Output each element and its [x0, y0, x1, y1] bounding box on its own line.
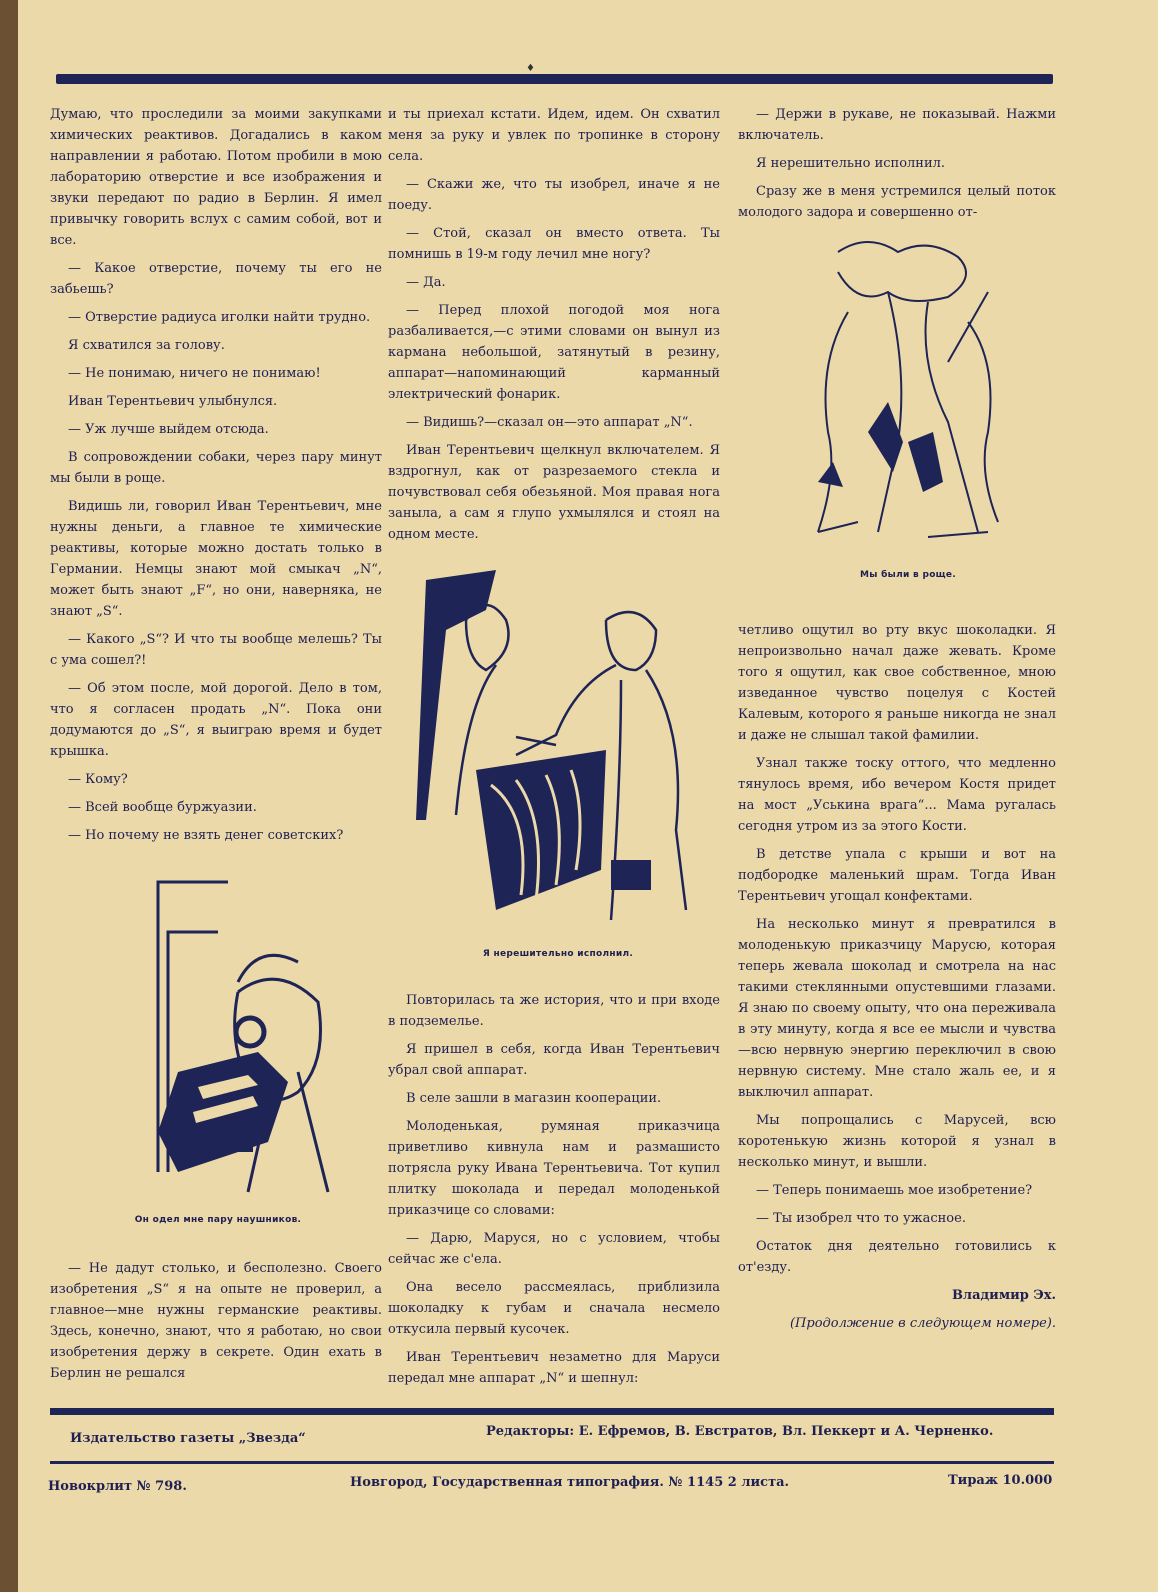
paragraph: — Кому? — [68, 772, 128, 787]
paragraph: На несколько минут я превратился в молоденькую приказчицу Марусю, которая теперь жевала шоколад и смотрела на нас такими стеклянными опустевшими глазами. Я знаю по своему опыту, что она переживала в эту минуту, когда я все ее мысли и чувства—всю нервную энергию переключил в свою нервную систему. Мне стало жаль ее, и я выключил аппарат. — [738, 917, 1056, 1100]
paragraph: — Держи в рукаве, не показывай. Нажми включатель. — [738, 107, 1056, 143]
paragraph: — Дарю, Маруся, но с условием, чтобы сейчас же с'ела. — [388, 1231, 720, 1267]
paragraph: Иван Терентьевич улыбнулся. — [68, 394, 278, 409]
footer-novokrlit: Новокрлит № 798. — [48, 1479, 187, 1494]
paragraph: Я пришел в себя, когда Иван Терентьевич убрал свой аппарат. — [388, 1042, 720, 1078]
paragraph: Видишь ли, говорил Иван Терентьевич, мне нужны деньги, а главное те химические реактивы, которые можно достать только в Германии. Немцы знают мой смыкач „N“, может быть знают „F“, но они, наверняка, не знают „S“. — [50, 499, 382, 619]
bottom-rule-thick — [50, 1408, 1054, 1415]
column-3 — [738, 104, 1056, 230]
paragraph: Я схватился за голову. — [68, 338, 225, 353]
paragraph: — Какое отверстие, почему ты его не забьешь? — [50, 261, 382, 297]
paragraph: Остаток дня деятельно готовились к от'езду. — [738, 1239, 1056, 1275]
pin-mark: ♦ — [526, 63, 535, 74]
illustration-hesitant — [406, 570, 706, 920]
footer-circulation: Тираж 10.000 — [948, 1473, 1053, 1488]
paragraph: — Отверстие радиуса иголки найти трудно. — [68, 310, 371, 325]
newspaper-page — [18, 0, 1158, 1592]
paragraph: — Да. — [406, 275, 446, 290]
author-signature: Владимир Эх. — [951, 1288, 1056, 1303]
footer-printing: Новгород, Государственная типография. № 1145 2 листа. — [350, 1475, 790, 1490]
paragraph: В детстве упала с крыши и вот на подбородке маленький шрам. Тогда Иван Терентьевич угощал конфектами. — [738, 847, 1056, 904]
paragraph: — Какого „S“? И что ты вообще мелешь? Ты с ума сошел?! — [50, 632, 382, 668]
footer-publisher: Издательство газеты „Звезда“ — [70, 1431, 306, 1446]
top-rule — [56, 74, 1053, 84]
illustration-headphones — [88, 872, 348, 1202]
column-3-bottom — [738, 620, 1056, 1341]
paragraph: Мы попрощались с Марусей, всю коротенькую жизнь которой я узнал в несколько минут, и вышли. — [738, 1113, 1056, 1170]
paragraph: Иван Терентьевич щелкнул включателем. Я вздрогнул, как от разрезаемого стекла и почувствовал себя обезьяной. Моя правая нога заныла, а сам я глупо ухмылялся и стоял на одном месте. — [388, 443, 720, 542]
paragraph: В сопровождении собаки, через пару минут мы были в роще. — [50, 450, 382, 486]
paragraph: Я нерешительно исполнил. — [756, 156, 946, 171]
paragraph: — Уж лучше выйдем отсюда. — [68, 422, 269, 437]
column-2 — [388, 104, 720, 552]
paragraph: — Об этом после, мой дорогой. Дело в том, что я согласен продать „N“. Пока они додумаются до „S“, я выиграю время и будет крышка. — [50, 681, 382, 759]
column-2-bottom — [388, 990, 720, 1396]
illustration-grove — [778, 232, 1048, 552]
paragraph: Иван Терентьевич незаметно для Маруси передал мне аппарат „N“ и шепнул: — [388, 1350, 720, 1386]
continued-note: (Продолжение в следующем номере). — [789, 1316, 1056, 1331]
paragraph: и ты приехал кстати. Идем, идем. Он схватил меня за руку и увлек по тропинке в сторону села. — [388, 107, 720, 164]
bottom-rule-thin — [50, 1461, 1054, 1464]
paragraph: — Но почему не взять денег советских? — [68, 828, 344, 843]
column-1-bottom — [50, 1258, 382, 1391]
paragraph: — Ты изобрел что то ужасное. — [756, 1211, 966, 1226]
paragraph: Повторилась та же история, что и при входе в подземелье. — [388, 993, 720, 1029]
paragraph: В селе зашли в магазин кооперации. — [406, 1091, 662, 1106]
paragraph: Сразу же в меня устремился целый поток молодого задора и совершенно от- — [738, 184, 1056, 220]
paragraph: — Стой, сказал он вместо ответа. Ты помнишь в 19-м году лечил мне ногу? — [388, 226, 720, 262]
paragraph: — Перед плохой погодой моя нога разбаливается,—с этими словами он вынул из кармана небольшой, затянутый в резину, аппарат—напоминающий карманный электрический фонарик. — [388, 303, 720, 402]
footer-editors: Редакторы: Е. Ефремов, В. Евстратов, Вл. Пеккерт и А. Черненко. — [486, 1424, 994, 1439]
paragraph: — Скажи же, что ты изобрел, иначе я не поеду. — [388, 177, 720, 213]
paragraph: — Всей вообще буржуазии. — [68, 800, 257, 815]
paragraph: Узнал также тоску оттого, что медленно тянулось время, ибо вечером Костя придет на мост „Уськина врага“... Мама ругалась сегодня утром из за этого Кости. — [738, 756, 1056, 834]
paragraph: Она весело рассмеялась, приблизила шоколадку к губам и сначала несмело откусила первый кусочек. — [388, 1280, 720, 1337]
column-1 — [50, 104, 382, 853]
caption-grove: Мы были в роще. — [859, 570, 957, 580]
paragraph: Думаю, что проследили за моими закупками химических реактивов. Догадались в каком направлении я работаю. Потом пробили в мою лабораторию отверстие и все изображения и звуки передают по радио в Берлин. Я имел привычку говорить вслух с самим собой, вот и все. — [50, 107, 382, 248]
paragraph: — Теперь понимаешь мое изобретение? — [756, 1183, 1033, 1198]
paragraph: — Не дадут столько, и бесполезно. Своего изобретения „S“ я на опыте не проверил, а главное—мне нужны германские реактивы. Здесь, конечно, знают, что я работаю, но свои изобретения держу в секрете. Один ехать в Берлин не решался — [50, 1261, 382, 1381]
paragraph: четливо ощутил во рту вкус шоколадки. Я непроизвольно начал даже жевать. Кроме того я ощутил, как свое собственное, мною изведанное чувство поцелуя с Костей Калевым, которого я раньше никогда не знал и даже не слышал такой фамилии. — [738, 623, 1056, 743]
paragraph: Молоденькая, румяная приказчица приветливо кивнула нам и размашисто потрясла руку Ивана Терентьевича. Тот купил плитку шоколада и передал молоденькой приказчице со словами: — [388, 1119, 720, 1218]
caption-headphones: Он одел мне пару наушников. — [134, 1215, 302, 1225]
paragraph: — Не понимаю, ничего не понимаю! — [68, 366, 321, 381]
paragraph: — Видишь?—сказал он—это аппарат „N“. — [406, 415, 693, 430]
caption-hesitant: Я нерешительно исполнил. — [482, 949, 634, 959]
